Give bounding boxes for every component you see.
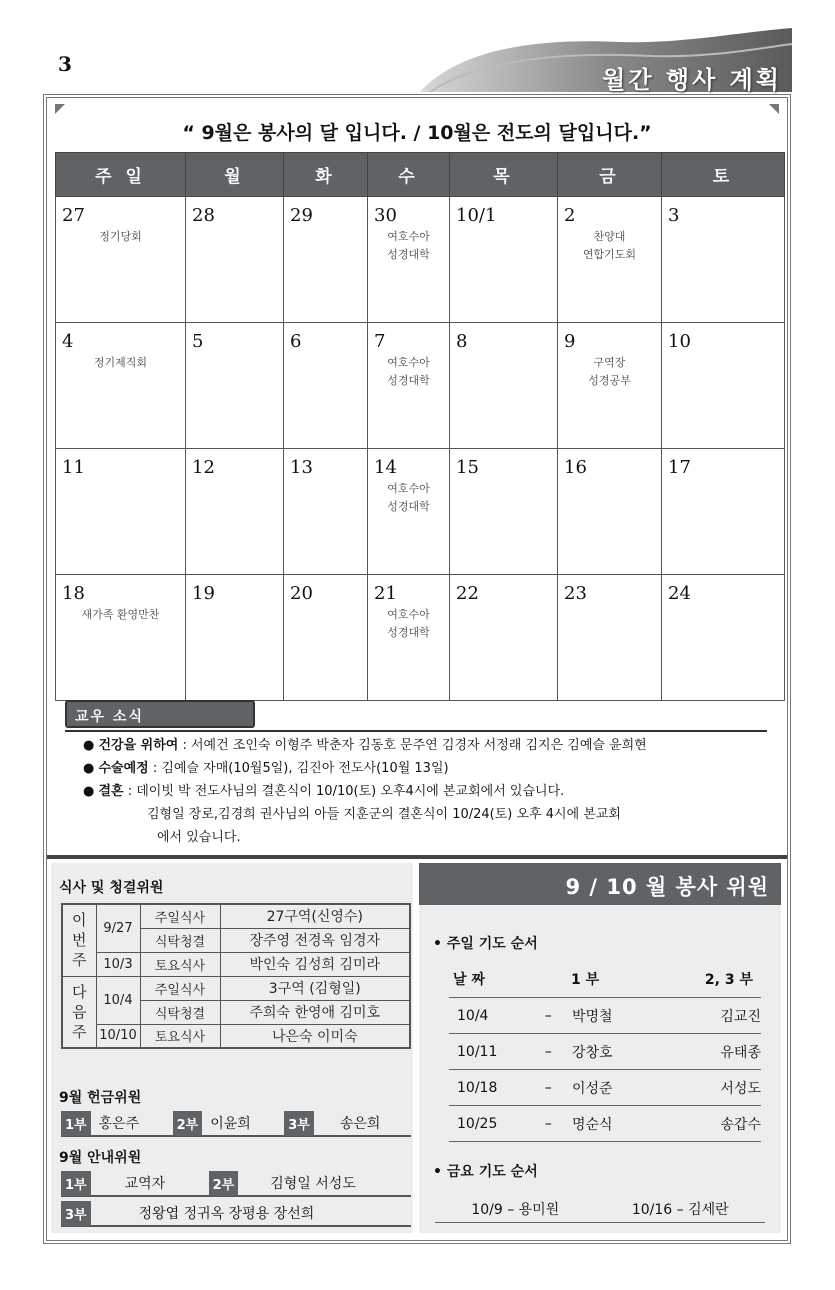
calendar-day-cell bbox=[662, 449, 785, 575]
day-event: 성경대학 bbox=[387, 626, 430, 639]
duty-names: 27구역(신영수) bbox=[220, 904, 410, 928]
table-row bbox=[62, 976, 410, 1000]
day-event: 성경공부 bbox=[588, 374, 631, 387]
offering-names: 송은희 bbox=[339, 1116, 381, 1132]
day-event: 성경대학 bbox=[387, 248, 430, 261]
duty-names: 박인숙 김성희 김미라 bbox=[220, 952, 410, 976]
day-event: 정기당회 bbox=[99, 230, 142, 243]
calendar-day-cell bbox=[368, 323, 450, 449]
calendar-day-cell bbox=[662, 197, 785, 323]
weekday-header: 금 bbox=[558, 153, 662, 197]
duty-title: 식사 및 청결위원 bbox=[59, 880, 164, 896]
calendar-week-row bbox=[56, 575, 785, 701]
page-number: 3 bbox=[58, 52, 72, 76]
duty-table bbox=[61, 903, 411, 1049]
calendar-day-cell bbox=[284, 323, 368, 449]
day-number: 4 bbox=[62, 331, 74, 352]
table-row bbox=[449, 997, 761, 1033]
day-event: 연합기도회 bbox=[582, 248, 637, 261]
duty-names: 장주영 전경옥 임경자 bbox=[220, 928, 410, 952]
news-item-health: ● 건강을 위하여 : 서예건 조인숙 이형주 박춘자 김동호 문주연 김경자 서정래 김지은 김예슬 윤희현 bbox=[83, 738, 647, 753]
calendar-day-cell bbox=[186, 575, 284, 701]
day-number: 27 bbox=[62, 205, 85, 226]
day-number: 10/1 bbox=[456, 205, 497, 226]
prayer-dash: – bbox=[544, 1115, 552, 1132]
table-row bbox=[449, 1069, 761, 1105]
news-item-label: 건강을 위하여 bbox=[98, 738, 179, 753]
calendar-day-cell bbox=[56, 575, 186, 701]
day-number: 30 bbox=[374, 205, 397, 226]
day-number: 7 bbox=[374, 331, 386, 352]
prayer-second: 송갑수 bbox=[720, 1116, 761, 1133]
calendar-day-cell bbox=[186, 323, 284, 449]
day-event: 여호수아 bbox=[387, 230, 430, 243]
day-number: 24 bbox=[668, 583, 691, 604]
guide-names: 정왕엽 정귀옥 장평용 장선희 bbox=[138, 1206, 315, 1222]
day-event: 구역장 bbox=[593, 356, 626, 369]
weekday-header: 화 bbox=[284, 153, 368, 197]
prayer-table-header bbox=[453, 969, 753, 989]
day-event: 정기제직회 bbox=[93, 356, 148, 369]
this-week-label bbox=[62, 904, 96, 976]
duty-date: 10/4 bbox=[96, 976, 140, 1024]
col-date-header: 날 짜 bbox=[453, 972, 485, 988]
offering-row bbox=[61, 1111, 411, 1137]
prayer-first: 이성준 bbox=[571, 1080, 613, 1097]
guide-names: 교역자 bbox=[124, 1176, 166, 1192]
news-item-text: : 서예건 조인숙 이형주 박춘자 김동호 문주연 김경자 서정래 김지은 김예슬 윤희현 bbox=[178, 738, 647, 753]
day-number: 2 bbox=[564, 205, 576, 226]
duty-date: 9/27 bbox=[96, 904, 140, 952]
day-number: 5 bbox=[192, 331, 204, 352]
calendar-day-cell bbox=[558, 323, 662, 449]
duty-type: 토요식사 bbox=[140, 952, 220, 976]
calendar-day-cell bbox=[558, 449, 662, 575]
calendar-day-cell bbox=[186, 449, 284, 575]
main-title: “ 9월은 봉사의 달 입니다. / 10월은 전도의 달입니다.” bbox=[182, 122, 652, 144]
service-tag: 3부 bbox=[284, 1111, 314, 1136]
friday-prayer-title: • 금요 기도 순서 bbox=[433, 1164, 538, 1180]
day-number: 14 bbox=[374, 457, 397, 478]
duty-names: 3구역 (김형일) bbox=[220, 976, 410, 1000]
news-item-text: : 데이빗 박 전도사님의 결혼식이 10/10(토) 오후4시에 본교회에서 있습니다. bbox=[123, 784, 565, 799]
day-number: 15 bbox=[456, 457, 479, 478]
weekday-header: 목 bbox=[450, 153, 558, 197]
duty-date: 10/10 bbox=[96, 1024, 140, 1048]
day-number: 10 bbox=[668, 331, 691, 352]
calendar-day-cell bbox=[450, 575, 558, 701]
day-number: 21 bbox=[374, 583, 397, 604]
header-banner bbox=[420, 28, 792, 92]
friday-prayer-item: 10/16 – 김세란 bbox=[631, 1201, 729, 1218]
weekday-header: 주 일 bbox=[56, 153, 186, 197]
duty-type: 토요식사 bbox=[140, 1024, 220, 1048]
calendar-header-row bbox=[56, 153, 785, 197]
prayer-first: 박명철 bbox=[571, 1008, 613, 1025]
prayer-dash: – bbox=[544, 1007, 552, 1024]
day-number: 19 bbox=[192, 583, 215, 604]
prayer-first: 명순식 bbox=[571, 1116, 613, 1133]
sunday-prayer-title: • 주일 기도 순서 bbox=[433, 936, 538, 952]
calendar-day-cell bbox=[56, 323, 186, 449]
prayer-table bbox=[449, 997, 761, 1142]
calendar-day-cell bbox=[56, 197, 186, 323]
frame-corner bbox=[55, 104, 65, 114]
prayer-date: 10/25 bbox=[457, 1115, 498, 1132]
news-item-wedding-cont: 김형일 장로,김경희 권사님의 아들 지훈군의 결혼식이 10/24(토) 오후 4시에 본교회 bbox=[147, 807, 621, 822]
calendar-day-cell bbox=[284, 197, 368, 323]
offering-title: 9월 헌금위원 bbox=[59, 1090, 142, 1106]
church-news-label: 교우 소식 bbox=[65, 700, 255, 728]
friday-prayer-row bbox=[435, 1195, 765, 1223]
news-item-surgery: ● 수술예정 : 김예슬 자매(10월5일), 김진아 전도사(10월 13일) bbox=[83, 761, 449, 776]
day-event: 여호수아 bbox=[387, 356, 430, 369]
table-row bbox=[449, 1033, 761, 1069]
day-event: 새가족 환영만찬 bbox=[81, 608, 160, 621]
section-divider bbox=[47, 855, 787, 859]
divider bbox=[65, 730, 767, 732]
day-event: 성경대학 bbox=[387, 500, 430, 513]
col-second-header: 2, 3 부 bbox=[704, 972, 753, 988]
day-number: 11 bbox=[62, 457, 85, 478]
header-title: 월간 행사 계획 bbox=[602, 66, 782, 94]
day-number: 17 bbox=[668, 457, 691, 478]
calendar-day-cell bbox=[368, 449, 450, 575]
vertical-label: 다 음 주 bbox=[72, 982, 87, 1041]
day-number: 6 bbox=[290, 331, 302, 352]
col-first-header: 1 부 bbox=[571, 972, 600, 988]
table-row bbox=[62, 904, 410, 928]
weekday-header: 토 bbox=[662, 153, 785, 197]
calendar-week-row bbox=[56, 323, 785, 449]
day-number: 29 bbox=[290, 205, 313, 226]
calendar-day-cell bbox=[450, 323, 558, 449]
prayer-date: 10/4 bbox=[457, 1007, 489, 1024]
offering-names: 홍은주 bbox=[98, 1116, 140, 1132]
weekday-header: 수 bbox=[368, 153, 450, 197]
news-item-wedding: ● 결혼 : 데이빗 박 전도사님의 결혼식이 10/10(토) 오후4시에 본교회에서 있습니다. bbox=[83, 784, 565, 799]
day-number: 16 bbox=[564, 457, 587, 478]
duty-names: 주희숙 한영애 김미호 bbox=[220, 1000, 410, 1024]
duty-type: 주일식사 bbox=[140, 904, 220, 928]
calendar-day-cell bbox=[662, 575, 785, 701]
day-number: 20 bbox=[290, 583, 313, 604]
calendar-week-row bbox=[56, 197, 785, 323]
news-item-text: : 김예슬 자매(10월5일), 김진아 전도사(10월 13일) bbox=[148, 761, 449, 776]
service-tag: 2부 bbox=[209, 1171, 239, 1196]
prayer-second: 서성도 bbox=[720, 1080, 761, 1097]
vertical-label: 이 번 주 bbox=[72, 911, 87, 970]
day-number: 8 bbox=[456, 331, 468, 352]
duty-names: 나은숙 이미숙 bbox=[220, 1024, 410, 1048]
table-row bbox=[62, 1024, 410, 1048]
calendar-day-cell bbox=[450, 449, 558, 575]
calendar-day-cell bbox=[558, 575, 662, 701]
news-item-wedding-cont: 에서 있습니다. bbox=[157, 830, 241, 845]
day-number: 13 bbox=[290, 457, 313, 478]
church-news-list bbox=[83, 734, 783, 849]
prayer-second: 유태종 bbox=[720, 1044, 761, 1061]
weekday-header: 월 bbox=[186, 153, 284, 197]
frame-corner bbox=[769, 104, 779, 114]
day-event: 성경대학 bbox=[387, 374, 430, 387]
prayer-dash: – bbox=[544, 1079, 552, 1096]
prayer-dash: – bbox=[544, 1043, 552, 1060]
page-frame bbox=[43, 94, 791, 1244]
duty-date: 10/3 bbox=[96, 952, 140, 976]
day-number: 18 bbox=[62, 583, 85, 604]
calendar-day-cell bbox=[450, 197, 558, 323]
duty-type: 식탁청결 bbox=[140, 1000, 220, 1024]
calendar-day-cell bbox=[368, 197, 450, 323]
duty-panel bbox=[51, 863, 413, 1233]
divider bbox=[449, 1141, 761, 1142]
prayer-date: 10/18 bbox=[457, 1079, 498, 1096]
prayer-date: 10/11 bbox=[457, 1043, 498, 1060]
day-event: 찬양대 bbox=[593, 230, 626, 243]
calendar-day-cell bbox=[662, 323, 785, 449]
calendar-table bbox=[55, 152, 785, 701]
prayer-second: 김교진 bbox=[720, 1008, 761, 1025]
day-number: 28 bbox=[192, 205, 215, 226]
calendar-day-cell bbox=[284, 575, 368, 701]
calendar-day-cell bbox=[368, 575, 450, 701]
day-number: 12 bbox=[192, 457, 215, 478]
service-header: 9 / 10 월 봉사 위원 bbox=[419, 863, 781, 905]
duty-type: 식탁청결 bbox=[140, 928, 220, 952]
next-week-label bbox=[62, 976, 96, 1048]
service-tag: 1부 bbox=[61, 1111, 91, 1136]
guide-names: 김형일 서성도 bbox=[270, 1176, 356, 1192]
guide-row bbox=[61, 1201, 411, 1227]
news-item-label: 결혼 bbox=[98, 784, 124, 799]
day-number: 22 bbox=[456, 583, 479, 604]
offering-names: 이윤희 bbox=[210, 1116, 251, 1132]
calendar-day-cell bbox=[186, 197, 284, 323]
day-number: 23 bbox=[564, 583, 587, 604]
friday-prayer-item: 10/9 – 용미원 bbox=[471, 1201, 560, 1218]
day-event: 여호수아 bbox=[387, 608, 430, 621]
guide-title: 9월 안내위원 bbox=[59, 1150, 142, 1166]
calendar-day-cell bbox=[284, 449, 368, 575]
service-tag: 1부 bbox=[61, 1171, 91, 1196]
guide-row bbox=[61, 1171, 411, 1197]
calendar-day-cell bbox=[56, 449, 186, 575]
table-row bbox=[62, 952, 410, 976]
service-tag: 2부 bbox=[173, 1111, 203, 1136]
table-row bbox=[449, 1105, 761, 1141]
day-number: 9 bbox=[564, 331, 576, 352]
calendar-week-row bbox=[56, 449, 785, 575]
day-event: 여호수아 bbox=[387, 482, 430, 495]
service-tag: 3부 bbox=[61, 1201, 91, 1226]
news-item-label: 수술예정 bbox=[98, 761, 149, 776]
duty-type: 주일식사 bbox=[140, 976, 220, 1000]
prayer-first: 강창호 bbox=[571, 1044, 613, 1061]
day-number: 3 bbox=[668, 205, 680, 226]
service-panel bbox=[419, 863, 781, 1233]
calendar-day-cell bbox=[558, 197, 662, 323]
